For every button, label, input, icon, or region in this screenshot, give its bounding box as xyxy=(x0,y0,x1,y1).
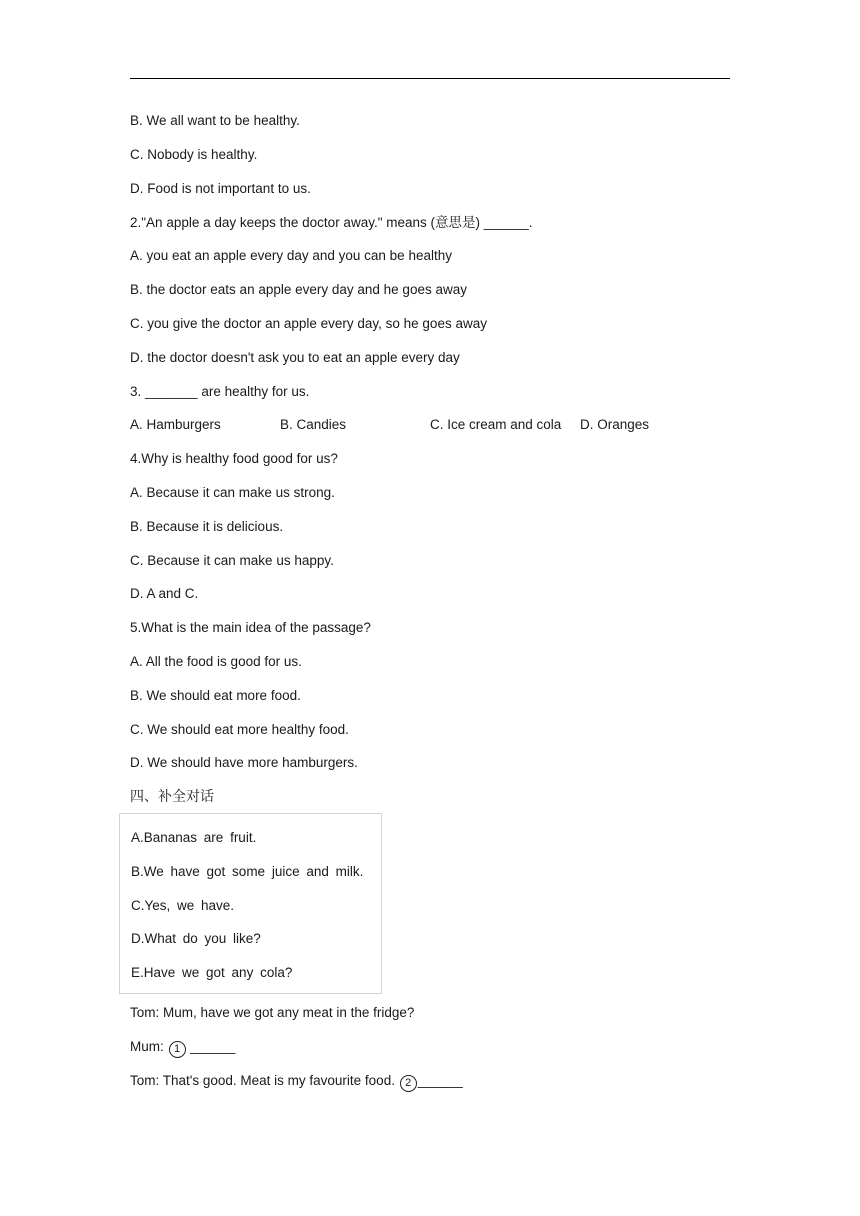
q5-option-a: A. All the food is good for us. xyxy=(130,654,302,669)
q5-stem: 5.What is the main idea of the passage? xyxy=(130,620,371,635)
dialogue-line-2 xyxy=(130,1038,235,1058)
box-option-c: C.Yes, we have. xyxy=(131,898,235,913)
q1-option-c: C. Nobody is healthy. xyxy=(130,147,258,162)
box-option-b: B.We have got some juice and milk. xyxy=(131,864,364,879)
q4-option-b: B. Because it is delicious. xyxy=(130,519,284,534)
q4-option-d: D. A and C. xyxy=(130,586,199,601)
q3-option-c: C. Ice cream and cola xyxy=(430,417,562,432)
q5-option-b: B. We should eat more food. xyxy=(130,688,301,703)
box-option-d: D.What do you like? xyxy=(131,931,261,946)
q3-option-b: B. Candies xyxy=(280,417,347,432)
q1-option-d: D. Food is not important to us. xyxy=(130,181,311,196)
box-option-e: E.Have we got any cola? xyxy=(131,965,293,980)
q5-option-c: C. We should eat more healthy food. xyxy=(130,722,349,737)
q5-option-d: D. We should have more hamburgers. xyxy=(130,755,358,770)
q3-stem: 3. _______ are healthy for us. xyxy=(130,384,310,399)
q2-option-a: A. you eat an apple every day and you can be healthy xyxy=(130,248,452,263)
q4-option-a: A. Because it can make us strong. xyxy=(130,485,335,500)
q4-option-c: C. Because it can make us happy. xyxy=(130,553,334,568)
dialogue-text: Tom: That's good. Meat is my favourite food. xyxy=(130,1073,399,1088)
q2-option-b: B. the doctor eats an apple every day and he goes away xyxy=(130,282,467,297)
speaker-label: Mum: xyxy=(130,1039,168,1054)
circled-number-1: 1 xyxy=(169,1041,186,1058)
option-box xyxy=(119,813,382,994)
circled-number-2: 2 xyxy=(400,1075,417,1092)
q4-stem: 4.Why is healthy food good for us? xyxy=(130,451,338,466)
q1-option-b: B. We all want to be healthy. xyxy=(130,113,300,128)
q2-stem: 2."An apple a day keeps the doctor away." means (意思是) ______. xyxy=(130,215,533,230)
header-rule xyxy=(130,78,730,79)
dialogue-line-3 xyxy=(130,1072,463,1092)
q2-option-c: C. you give the doctor an apple every day, so he goes away xyxy=(130,316,487,331)
box-option-a: A.Bananas are fruit. xyxy=(131,830,257,845)
section-heading: 四、补全对话 xyxy=(130,789,214,805)
q2-option-d: D. the doctor doesn't ask you to eat an apple every day xyxy=(130,350,460,365)
answer-blank: ______ xyxy=(417,1073,463,1088)
q3-option-d: D. Oranges xyxy=(580,417,650,432)
answer-blank: ______ xyxy=(186,1039,236,1054)
q3-option-a: A. Hamburgers xyxy=(130,417,221,432)
dialogue-line-1: Tom: Mum, have we got any meat in the fridge? xyxy=(130,1005,415,1020)
